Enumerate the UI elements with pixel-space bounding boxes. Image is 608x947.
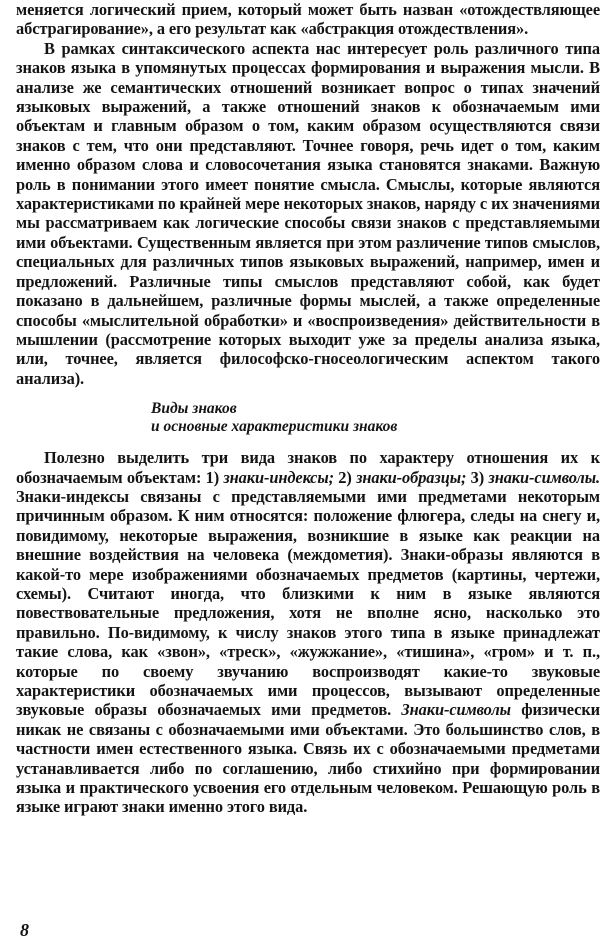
paragraph-semantic-analysis: В рамках синтаксического аспекта нас интересует роль различного типа знаков языка в упомянутых процессах формирования и выражения мысли. В анализе же семантических отношений возникает вопрос о типах значений языковых выражений, а также отношений знаков к обозначаемым ими объектам и главным образом о том, каким образом осуществляются связи знаков с тем, что они представляют. Точнее говоря, речь идет о том, каким именно образом слова и словосочетания языка становятся знаками. Важную роль в понимании этого имеет понятие смысла. Смыслы, которые являются характеристиками по крайней мере некоторых знаков, наряду с их значениями мы рассматриваем как логические способы связи знаков с представляемыми ими объектами. Существенным является при этом различение типов смыслов, специальных для различных типов языковых выражений, например, имен и предложений. Различные типы смыслов представляют собой, как будет показано в дальнейшем, различные формы мыслей, а также определенные способы «мыслительной обработки» и «воспроизведения» действительности в мышлении (рассмотрение которых выходит уже за пределы анализа языка, или, точнее, является философско-гносеологическим аспектом такого анализа). [16,38,600,388]
section-heading-line-1: Виды знаков [151,400,237,418]
term-index-signs: знаки-индексы; [223,467,334,487]
book-page [16,0,600,947]
term-symbol-signs-2: Знаки-символы [401,700,511,720]
term-image-signs: знаки-образцы; [356,467,467,487]
paragraph-continuation: меняется логический прием, который может быть назван «отождествляющее абстрагирование», а его результат как «абстракция отождествления». [16,0,600,39]
page-number: 8 [20,920,29,940]
p3-text-5: физически никак не связаны с обозначаемыми ими объектами. Это большинство слов, в частности имен естественного языка. Связь их с обозначаемыми предметами устанавливается либо по соглашению, либо стихийно при формировании языка и практического усвоения его отдельным человеком. Решающую роль в языке играют знаки именно этого вида. [16,700,601,817]
p3-text-2: 2) [333,467,357,487]
term-symbol-signs: знаки-символы. [488,467,600,487]
p3-text-1: Полезно выделить три вида знаков по характеру отношения их к обозначаемым объектам: 1) [16,448,600,487]
section-heading [151,400,600,436]
p3-text-3: 3) [466,467,489,487]
paragraph-sign-types [16,448,600,817]
p3-text-4: Знаки-индексы связаны с представляемыми ими предметами некоторым причинным образом. К ним относятся: положение флюгера, следы на снегу и, повидимому, некоторые выражения, возникшие в языке как реакции на внешние воздействия на человека (междометия). Знаки-образы являются в какой-то мере изображениями обозначаемых предметов (картины, чертежи, схемы). Считают иногда, что близкими к ним в языке являются повествовательные предложения, хотя не вполне ясно, насколько это правильно. По-видимому, к числу знаков этого типа в языке принадлежат такие слова, как «звон», «треск», «жужжание», «тишина», «гром» и т. п., которые по своему звучанию воспроизводят какие-то звуковые характеристики обозначаемых ими процессов, вызывают определенные звуковые образы обозначаемых ими предметов. [16,486,600,720]
section-heading-line-2: и основные характеристики знаков [151,418,398,436]
